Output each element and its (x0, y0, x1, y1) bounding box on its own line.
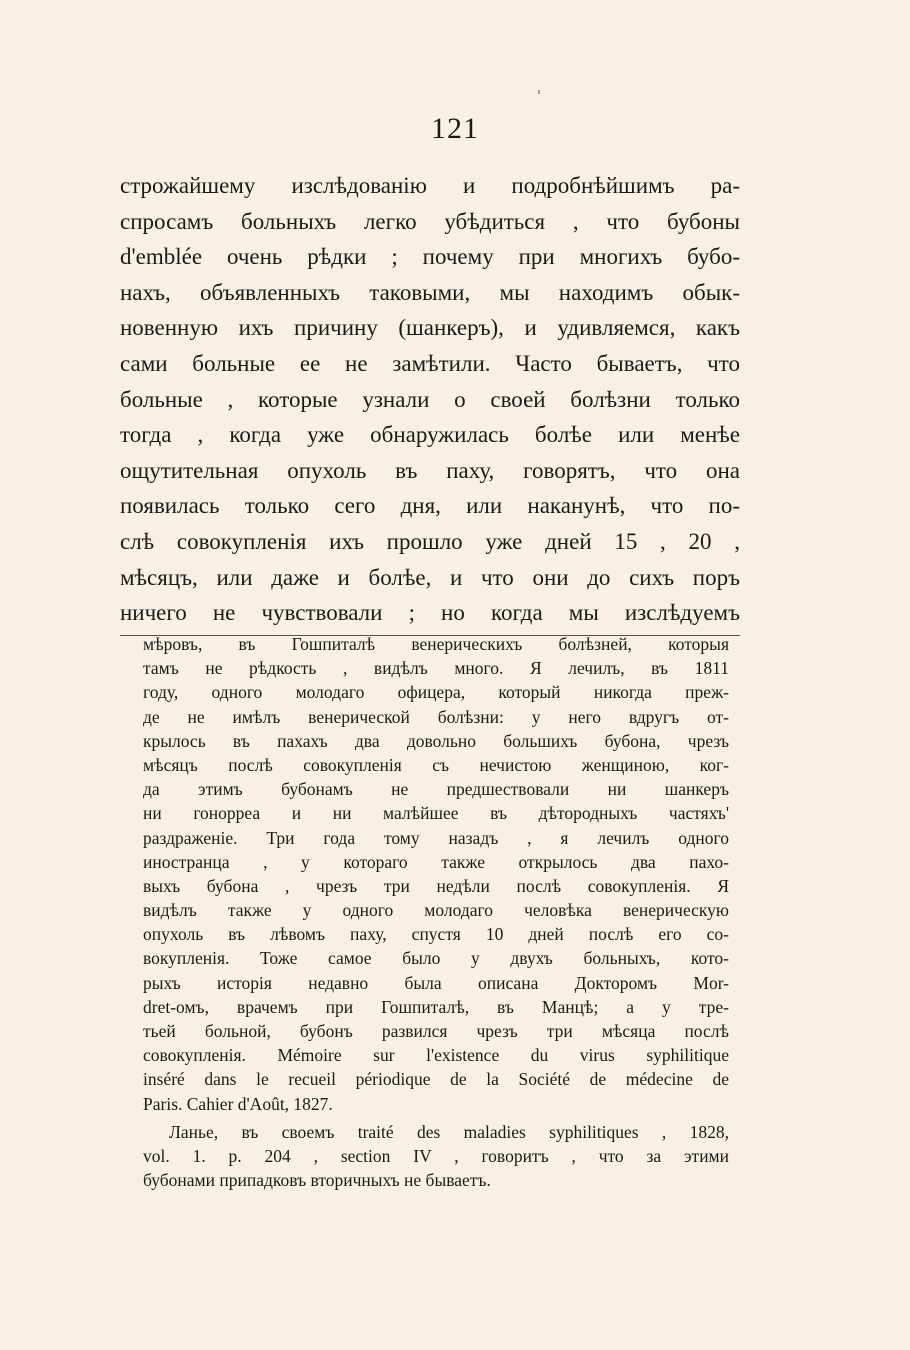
footnote-line: выхъ бубона , чрезъ три недѣли послѣ совокупленія. Я (143, 875, 729, 896)
text-line: спросамъ больныхъ легко убѣдиться , что бубоны (120, 208, 740, 234)
text-line: ничего не чувствовали ; но когда мы изслѣдуемъ (120, 600, 740, 626)
text-line: d'emblée очень рѣдки ; почему при многихъ бубо- (120, 244, 740, 270)
footnote-line: бубонами припадковъ вторичныхъ не бываетъ. (143, 1170, 491, 1191)
text-line: строжайшему изслѣдованію и подробнѣйшимъ ра- (120, 173, 740, 198)
page-number: 121 (431, 112, 479, 145)
footnote-line: крылось въ пахахъ два довольно большихъ бубона, чрезъ (143, 730, 729, 751)
text-line: слѣ совокупленія ихъ прошло уже дней 15 , 20 , (120, 528, 740, 554)
footnote-block (143, 1120, 729, 1193)
footnote-line: де не имѣлъ венерической болѣзни: у него вдругъ от- (143, 706, 729, 727)
footnote-line: году, одного молодаго офицера, который никогда преж- (143, 682, 729, 703)
text-line: новенную ихъ причину (шанкеръ), и удивляемся, какъ (120, 315, 740, 341)
text-line: сами больные ее не замѣтили. Часто бываетъ, что (120, 350, 740, 376)
footnote-line: тьей больной, бубонъ развился чрезъ три мѣсяца послѣ (143, 1021, 729, 1041)
footnote-line: Ланье, въ своемъ traité des maladies syphilitiques , 1828, (169, 1121, 729, 1142)
main-text (120, 168, 740, 631)
footnote-line: рыхъ исторія недавно была описана Докторомъ Mor- (143, 972, 729, 993)
footnote-line: Paris. Cahier d'Août, 1827. (143, 1093, 333, 1114)
footnotes (143, 632, 729, 1192)
footnote-line: vol. 1. p. 204 , section IV , говоритъ , что за этими (143, 1145, 729, 1166)
text-line: нахъ, объявленныхъ таковыми, мы находимъ обык- (120, 279, 740, 305)
footnote-line: inséré dans le recueil périodique de la Société de médecine de (143, 1069, 729, 1090)
footnote-line: совокупленія. Mémoire sur l'existence du virus syphilitique (143, 1045, 729, 1066)
text-line: появилась только сего дня, или наканунѣ, что по- (120, 493, 740, 519)
paper-speck (538, 90, 540, 94)
footnote-line: иностранца , у котораго также открылось два пахо- (143, 851, 729, 872)
text-line: ощутительная опухоль въ паху, говорятъ, что она (120, 457, 740, 483)
text-line: тогда , когда уже обнаружилась болѣе или менѣе (120, 422, 740, 448)
footnote-line: видѣлъ также у одного молодаго человѣка венерическую (143, 900, 729, 921)
footnote-line: тамъ не рѣдкость , видѣлъ много. Я лечилъ, въ 1811 (143, 658, 729, 679)
footnote-line: вокупленія. Тоже самое было у двухъ больныхъ, кото- (143, 948, 729, 969)
footnote-line: да этимъ бубонамъ не предшествовали ни шанкеръ (143, 779, 729, 800)
footnote-line: мѣсяцъ послѣ совокупленія съ нечистою женщиною, ког- (143, 754, 729, 775)
footnote-block (143, 632, 729, 1116)
footnote-line: раздраженіе. Три года тому назадъ , я лечилъ одного (143, 827, 729, 848)
footnote-line: опухоль въ лѣвомъ паху, спустя 10 дней послѣ его со- (143, 924, 729, 945)
footnote-line: мѣровъ, въ Гошпиталѣ венерическихъ болѣзней, которыя (143, 634, 729, 654)
footnote-line: ни гонорреа и ни малѣйшее въ дѣтородныхъ частяхъ' (143, 803, 729, 824)
text-line: больные , которые узнали о своей болѣзни только (120, 386, 740, 412)
footnote-line: dret-омъ, врачемъ при Гошпиталѣ, въ Манцѣ; а у тре- (143, 996, 729, 1017)
text-line: мѣсяцъ, или даже и болѣе, и что они до сихъ поръ (120, 564, 740, 590)
